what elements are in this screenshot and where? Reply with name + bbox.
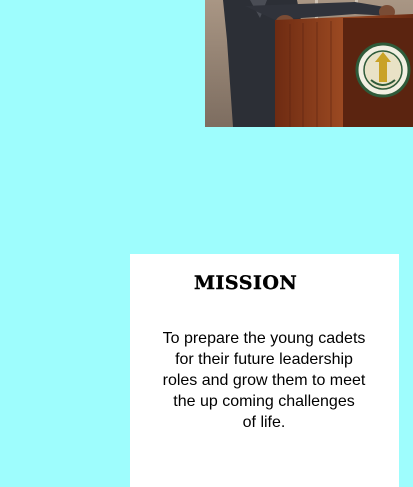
podium-photo bbox=[205, 0, 413, 127]
podium-photo-graphic bbox=[205, 0, 413, 127]
mission-title: MISSION bbox=[194, 272, 298, 294]
crest-emblem-icon bbox=[357, 44, 409, 96]
mission-card bbox=[130, 254, 399, 487]
mission-statement: To prepare the young cadets for their future leadership roles and grow them to meet the up coming challenges of life. bbox=[162, 330, 366, 431]
